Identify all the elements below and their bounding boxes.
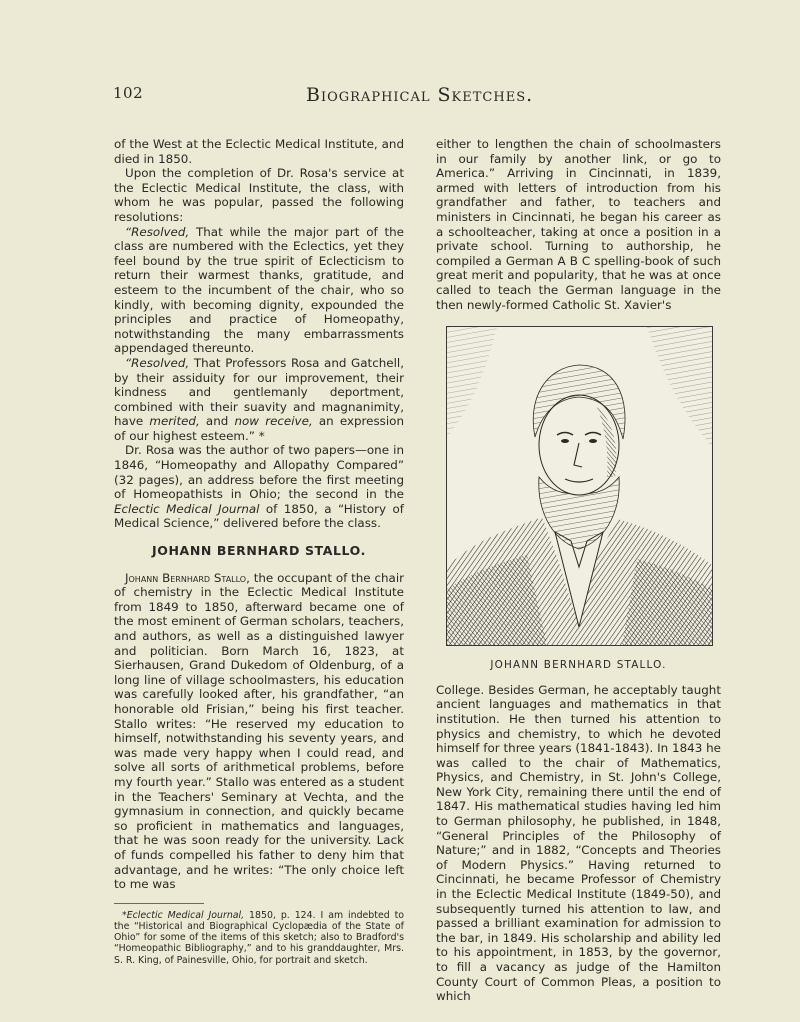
portrait-frame [446, 326, 713, 646]
footnote-rule [114, 903, 204, 904]
emphasis: now receive, [234, 414, 313, 429]
resolved-label: “Resolved, [125, 224, 190, 239]
subject-name: Johann Bernhard Stallo, [125, 570, 250, 585]
paragraph-text: Dr. Rosa was the author of two papers—one in 1846, “Homeopathy and Allopathy Compared” (32 pages), an address before the first meeting of Homeopathists in Ohio; the second in the [114, 443, 404, 502]
resolution-paragraph [114, 356, 404, 444]
resolution-text: That Professors Rosa and Gatchell, by their assiduity for our improvement, their kindness and gentlemanly deportment, combined with their suavity and magnanimity, have [114, 355, 404, 429]
paragraph [114, 571, 404, 892]
paragraph: of the West at the Eclectic Medical Institute, and died in 1850. [114, 137, 404, 166]
paragraph-text: the occupant of the chair of chemistry in the Eclectic Medical Institute from 1849 to 1850, afterward became one of the most eminent of German scholars, teachers, and authors, as well as a distinguished lawyer and politician. Born March 16, 1823, at Sierhausen, Grand Dukedom of Oldenburg, of a long line of village schoolmasters, his education was carefully looked after, his grandfather, “an honorable old Frisian,” being his first teacher. Stallo writes: “He reserved my education to himself, notwithstanding his seventy years, and was made very happy when I could read, and solve all sorts of arithmetical problems, before my fourth year.” Stallo was entered as a student in the Teachers' Seminary at Vechta, and the gymnasium in connection, and quickly became so proficient in mathematics and languages, that he was soon ready for the university. Lack of funds compelled his father to deny him that advantage, and he writes: “The only choice left to me was [114, 570, 405, 892]
journal-title: Eclectic Medical Journal [114, 501, 260, 516]
page-number: 102 [113, 84, 144, 102]
footnote-text: 1850, p. 124. I am indebted to the “Historical and Biographical Cyclopædia of the State of Ohio” for some of the items of this sketch; also to Bradford's “Homeopathic Bibliography,” and to his granddaughter, Mrs. S. R. King, of Painesville, Ohio, for portrait and sketch. [114, 909, 405, 966]
paragraph [114, 443, 404, 531]
paragraph: College. Besides German, he acceptably taught ancient languages and mathematics in that institution. He then turned his attention to physics and chemistry, to which he devoted himself for three years (1841-1843). In 1843 he was called to the chair of Mathematics, Physics, and Chemistry, in St. John's College, New York City, remaining there until the end of 1847. His mathematical studies having led him to German philosophy, he published, in 1848, “General Principles of the Philosophy of Nature;” and in 1882, “Concepts and Theories of Modern Physics.” Having returned to Cincinnati, he became Professor of Chemistry in the Eclectic Medical Institute (1849-50), and subsequently turned his attention to law, and passed a brilliant examination for admission to the bar, in 1849. His scholarship and ability led to his appointment, in 1853, by the governor, to fill a vacancy as judge of the Hamilton County Court of Common Pleas, a position to which [436, 682, 721, 1004]
emphasis: merited, [149, 414, 200, 429]
portrait-caption: JOHANN BERNHARD STALLO. [490, 659, 667, 672]
paragraph: either to lengthen the chain of schoolmasters in our family by another link, or go to America.” Arriving in Cincinnati, in 1839, armed with letters of introduction from his grandfather and father, to teachers and ministers in Cincinnati, he began his career as a schoolteacher, taking at once a position in a private school. Turning to authorship, he compiled a German A B C spelling-book of such great merit and popularity, that he was at once called to teach the German language in the then newly-formed Catholic St. Xavier's [436, 137, 721, 312]
paragraph-text: of 1850, a “History of Medical Science,” delivered before the class. [114, 501, 404, 531]
running-head: Biographical Sketches. [306, 84, 534, 106]
right-column [436, 137, 721, 1004]
footnote-source: *Eclectic Medical Journal, [122, 909, 245, 921]
resolved-label: “Resolved, [125, 355, 190, 370]
resolution-paragraph [114, 225, 404, 356]
section-heading: JOHANN BERNHARD STALLO. [152, 543, 366, 559]
page-header [0, 84, 800, 114]
resolution-text: That while the major part of the class are numbered with the Eclectics, yet they feel bound by the true spirit of Eclecticism to return their warmest thanks, gratitude, and esteem to the incumbent of the chair, who so kindly, with becoming dignity, expounded the principles and practice of Homeopathy, notwithstanding the many embarrassments appendaged thereunto. [114, 224, 404, 356]
left-column [114, 137, 404, 966]
footnote [114, 910, 404, 966]
resolution-text: and [199, 414, 235, 429]
portrait-icon [447, 327, 712, 645]
resolution-text: an expression of our highest esteem.” * [114, 414, 404, 443]
paragraph: Upon the completion of Dr. Rosa's service at the Eclectic Medical Institute, the class, with whom he was popular, passed the following resolutions: [114, 166, 404, 224]
